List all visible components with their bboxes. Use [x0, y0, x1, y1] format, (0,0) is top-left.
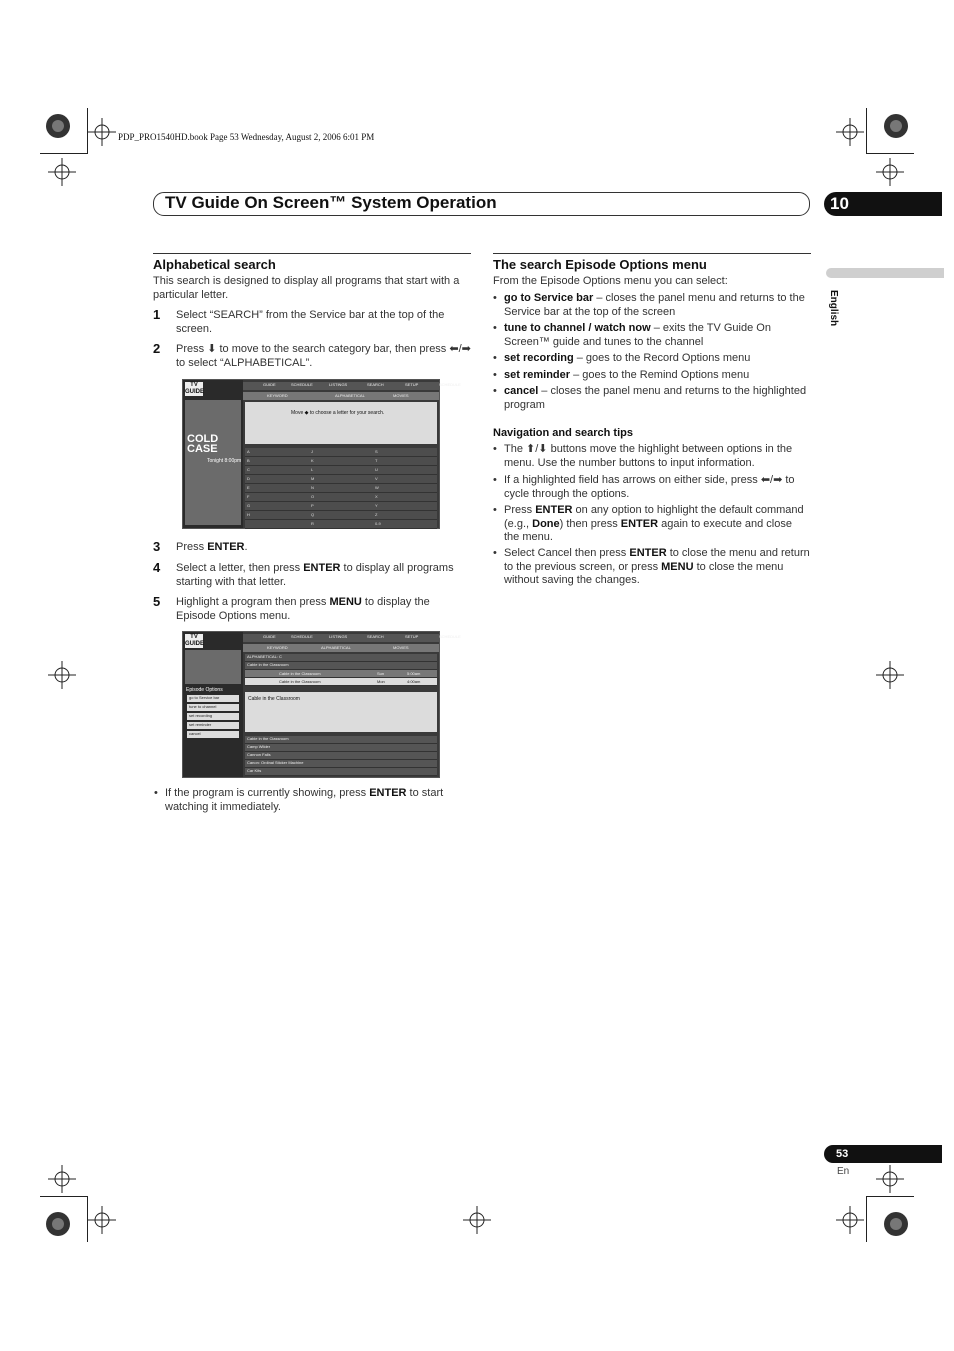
key-enter: ENTER: [369, 787, 407, 799]
nav-item: SCHEDULE: [291, 634, 313, 639]
letter-cell[interactable]: D: [247, 476, 250, 481]
nav-item: SETUP: [405, 634, 419, 639]
crosshair-icon: [88, 1206, 116, 1234]
show-thumbnail: [185, 650, 241, 684]
detail-panel: [245, 692, 437, 732]
letter-cell[interactable]: F: [247, 494, 250, 499]
menu-item[interactable]: go to Service bar: [187, 695, 239, 702]
step-number: 4: [153, 560, 161, 575]
tip-text-post: again to execute and close the menu.: [504, 517, 792, 543]
crosshair-icon: [48, 158, 76, 186]
crop-mark: [866, 1196, 914, 1197]
step-number: 2: [153, 341, 161, 356]
left-right-arrow-icon: ⬅/➡: [449, 343, 471, 355]
tip-text-post: buttons move the highlight between options in the menu. Use the number buttons to input information.: [504, 443, 793, 469]
language-tab: [826, 268, 944, 278]
letter-grid-row: [245, 493, 437, 502]
letter-grid-row: [245, 457, 437, 466]
key-menu: MENU: [661, 560, 694, 573]
option-desc: – closes the panel menu and returns to the Service bar at the top of the screen: [504, 292, 805, 318]
nav-item: SCHEDULE: [439, 634, 461, 639]
crop-mark: [866, 153, 914, 154]
crosshair-icon: [836, 118, 864, 146]
option-name: go to Service bar: [504, 292, 594, 304]
key-enter: ENTER: [629, 547, 667, 559]
category-tabs: [243, 644, 439, 652]
step-text: Select “SEARCH” from the Service bar at the top of the screen.: [176, 309, 445, 335]
option-desc: – goes to the Remind Options menu: [570, 369, 750, 381]
tab-keyword: KEYWORD: [267, 645, 288, 650]
section-heading-episode-options: The search Episode Options menu: [493, 257, 707, 272]
tip-text-pre: If the program is currently showing, press: [165, 787, 370, 799]
letter-grid-row: [245, 502, 437, 511]
crop-mark: [866, 1196, 867, 1242]
step-number: 3: [153, 539, 161, 554]
key-enter: ENTER: [620, 517, 659, 530]
nav-item: GUIDE: [263, 634, 276, 639]
crop-mark: [40, 1196, 88, 1197]
letter-grid-row: [245, 475, 437, 484]
nav-item: GUIDE: [263, 382, 276, 387]
show-title: COLD CASE: [187, 433, 219, 455]
page-number: 53: [836, 1148, 849, 1160]
letter-cell[interactable]: P: [311, 503, 314, 508]
tip-bullet: [504, 547, 810, 588]
option-bullet: [504, 292, 810, 319]
tip-bullet: [504, 443, 810, 470]
option-name: set reminder: [504, 369, 571, 381]
list-item: [245, 678, 437, 686]
section-rule: [493, 253, 811, 254]
nav-item: LISTINGS: [329, 382, 348, 387]
menu-item[interactable]: set recording: [187, 713, 239, 720]
tip-text-pre: The: [504, 443, 527, 455]
step-text-pre: Select a letter, then press: [176, 562, 304, 574]
letter-cell[interactable]: V: [375, 476, 378, 481]
tip-text-mid: to close the menu and return to the previous screen, or press: [504, 547, 810, 573]
crop-mark: [866, 108, 867, 154]
list-item[interactable]: Canon: Ordinal Sticker Machine: [245, 760, 437, 768]
list-item[interactable]: Cannon Falls: [245, 752, 437, 760]
tip-text-mid: ) then press: [559, 517, 621, 530]
tab-movies: MOVIES: [393, 645, 409, 650]
step-text-post: to display the Episode Options menu.: [176, 596, 430, 622]
letter-cell[interactable]: H: [247, 512, 250, 517]
tab-keyword: KEYWORD: [267, 393, 288, 398]
letter-cell[interactable]: 0-9: [375, 521, 381, 526]
letter-cell[interactable]: N: [311, 485, 314, 490]
step-text-mid: to move to the search category bar, then press: [216, 343, 450, 355]
menu-item[interactable]: tune to channel: [187, 704, 239, 711]
letter-cell[interactable]: J: [311, 449, 313, 454]
menu-item[interactable]: set reminder: [187, 722, 239, 729]
sub-heading: Navigation and search tips: [493, 427, 633, 439]
crop-mark: [40, 153, 88, 154]
crosshair-icon: [876, 1165, 904, 1193]
tip-text-pre: If a highlighted field has arrows on either side, press: [504, 474, 761, 486]
registration-target-icon: [44, 1210, 72, 1238]
tip-text-mid: on any option to highlight the default command (e.g.,: [504, 504, 804, 530]
list-item-time: 4:00am: [407, 679, 421, 684]
crosshair-icon: [876, 158, 904, 186]
category-tabs: [243, 392, 439, 400]
option-desc: – goes to the Record Options menu: [573, 352, 751, 364]
list-item[interactable]: Car Kits: [245, 768, 437, 776]
option-bullet: [504, 369, 810, 383]
option-name: cancel: [504, 385, 539, 397]
letter-cell[interactable]: Z: [375, 512, 378, 517]
list-item-title: Cable in the Classroom: [279, 671, 321, 676]
option-name: tune to channel / watch now: [504, 322, 651, 334]
letter-cell[interactable]: C: [247, 467, 250, 472]
crosshair-icon: [88, 118, 116, 146]
step-text-post: to display all programs starting with that letter.: [176, 562, 454, 588]
menu-item[interactable]: cancel: [187, 731, 239, 738]
tip-text-post: to cycle through the options.: [504, 474, 795, 500]
list-item-title: Cable in the Classroom: [279, 679, 321, 684]
step-text-pre: Press: [176, 541, 208, 553]
tv-guide-logo: TV GUIDE: [185, 634, 205, 647]
tip-text-post: to start watching it immediately.: [165, 787, 444, 813]
letter-cell[interactable]: M: [311, 476, 315, 481]
nav-item: SETUP: [405, 382, 419, 387]
up-down-arrow-icon: ⬆/⬇: [526, 443, 548, 455]
letter-cell[interactable]: X: [375, 494, 378, 499]
tip-bullet: [504, 504, 810, 545]
letter-cell[interactable]: T: [375, 458, 378, 463]
tab-alphabetical: ALPHABETICAL: [335, 393, 365, 398]
nav-item: SEARCH: [367, 634, 384, 639]
letter-cell[interactable]: O: [311, 494, 315, 499]
intro-text: This search is designed to display all programs that start with a particular letter.: [153, 275, 460, 301]
letter-cell[interactable]: Q: [311, 512, 315, 517]
nav-bar: [243, 382, 461, 390]
intro-text: From the Episode Options menu you can select:: [493, 275, 728, 287]
chapter-badge: [824, 192, 942, 216]
letter-cell[interactable]: W: [375, 485, 379, 490]
letter-cell[interactable]: U: [375, 467, 378, 472]
letter-grid-row: [245, 511, 437, 520]
section-rule: [153, 253, 471, 254]
step-text: [176, 541, 471, 555]
step-number: 1: [153, 307, 161, 322]
section-heading-alphabetical: Alphabetical search: [153, 257, 276, 272]
nav-item: SEARCH: [367, 382, 384, 387]
list-header: Cable in the Classroom: [245, 662, 437, 670]
nav-item: LISTINGS: [329, 634, 348, 639]
episode-options-screenshot: [182, 631, 461, 778]
tip-bullet: [504, 474, 810, 501]
step-text-post: .: [244, 541, 248, 553]
tip-text-post: to close the menu without saving the changes.: [504, 560, 784, 586]
down-arrow-icon: ⬇: [207, 343, 217, 355]
step-text: [176, 343, 471, 370]
tab-movies: MOVIES: [393, 393, 409, 398]
command-done: Done: [532, 517, 560, 530]
option-name: set recording: [504, 352, 574, 364]
list-item-time: 5:00am: [407, 671, 421, 676]
menu-title: Episode Options: [186, 687, 223, 693]
option-bullet: [504, 322, 810, 349]
option-desc: – exits the TV Guide On Screen™ guide and tunes to the channel: [504, 322, 771, 348]
nav-bar: [243, 634, 461, 642]
nav-item: SCHEDULE: [439, 382, 461, 387]
key-enter: ENTER: [535, 504, 573, 516]
list-item[interactable]: Camp Wilder: [245, 744, 437, 752]
letter-cell[interactable]: K: [311, 458, 314, 463]
tab-alphabetical: ALPHABETICAL: [321, 645, 351, 650]
letter-grid-row: [245, 520, 437, 529]
option-bullet: [504, 352, 810, 366]
page-number-badge: [824, 1145, 942, 1163]
step-text: [176, 596, 471, 623]
letter-cell[interactable]: B: [247, 458, 250, 463]
breadcrumb: ALPHABETICAL: C: [245, 654, 437, 662]
crosshair-icon: [836, 1206, 864, 1234]
step-text: [176, 562, 471, 589]
crosshair-icon: [463, 1206, 491, 1234]
registration-target-icon: [44, 112, 72, 140]
step-text-pre: Highlight a program then press: [176, 596, 330, 608]
page-title: TV Guide On Screen™ System Operation: [165, 193, 497, 212]
registration-target-icon: [882, 112, 910, 140]
list-item[interactable]: Cable in the Classroom: [245, 736, 437, 744]
chapter-number: 10: [830, 194, 849, 213]
letter-grid-row: [245, 466, 437, 475]
list-item-day: Mon: [377, 679, 385, 684]
tip-text-pre: Select Cancel then press: [504, 547, 630, 559]
letter-cell[interactable]: A: [247, 449, 250, 454]
detail-title: Cable in the Classroom: [248, 696, 300, 702]
registration-target-icon: [882, 1210, 910, 1238]
letter-cell[interactable]: G: [247, 503, 251, 508]
step-number: 5: [153, 594, 161, 609]
left-right-arrow-icon: ⬅/➡: [760, 474, 783, 486]
crosshair-icon: [876, 661, 904, 689]
letter-grid-row: [245, 448, 437, 457]
tip-bullet: [165, 787, 471, 814]
prompt-panel: [245, 402, 437, 444]
crosshair-icon: [48, 1165, 76, 1193]
key-enter: ENTER: [303, 562, 341, 574]
step-text-pre: Press: [176, 343, 208, 355]
tv-guide-logo: TV GUIDE: [185, 382, 205, 395]
key-enter: ENTER: [207, 541, 245, 553]
language-label: English: [828, 290, 839, 327]
list-item-day: Sun: [377, 671, 385, 676]
prompt-text: Move ◆ to choose a letter for your search.: [291, 410, 385, 416]
list-item: [245, 670, 437, 678]
tip-text-pre: Press: [504, 504, 536, 516]
option-desc: – closes the panel menu and returns to the highlighted program: [504, 385, 807, 411]
letter-cell[interactable]: S: [375, 449, 378, 454]
letter-cell[interactable]: L: [311, 467, 314, 472]
letter-cell[interactable]: R: [311, 521, 314, 526]
letter-grid-row: [245, 484, 437, 493]
option-bullet: [504, 385, 810, 412]
letter-cell[interactable]: E: [247, 485, 250, 490]
key-menu: MENU: [329, 596, 362, 608]
step-text-post: to select “ALPHABETICAL”.: [176, 356, 313, 369]
crosshair-icon: [48, 661, 76, 689]
show-time: Tonight 8:00pm: [207, 458, 242, 464]
letter-cell[interactable]: Y: [375, 503, 378, 508]
search-screenshot-alphabetical: [182, 379, 461, 529]
nav-item: SCHEDULE: [291, 382, 313, 387]
page-language: En: [837, 1166, 850, 1177]
file-info: PDP_PRO1540HD.book Page 53 Wednesday, August 2, 2006 6:01 PM: [118, 132, 375, 142]
